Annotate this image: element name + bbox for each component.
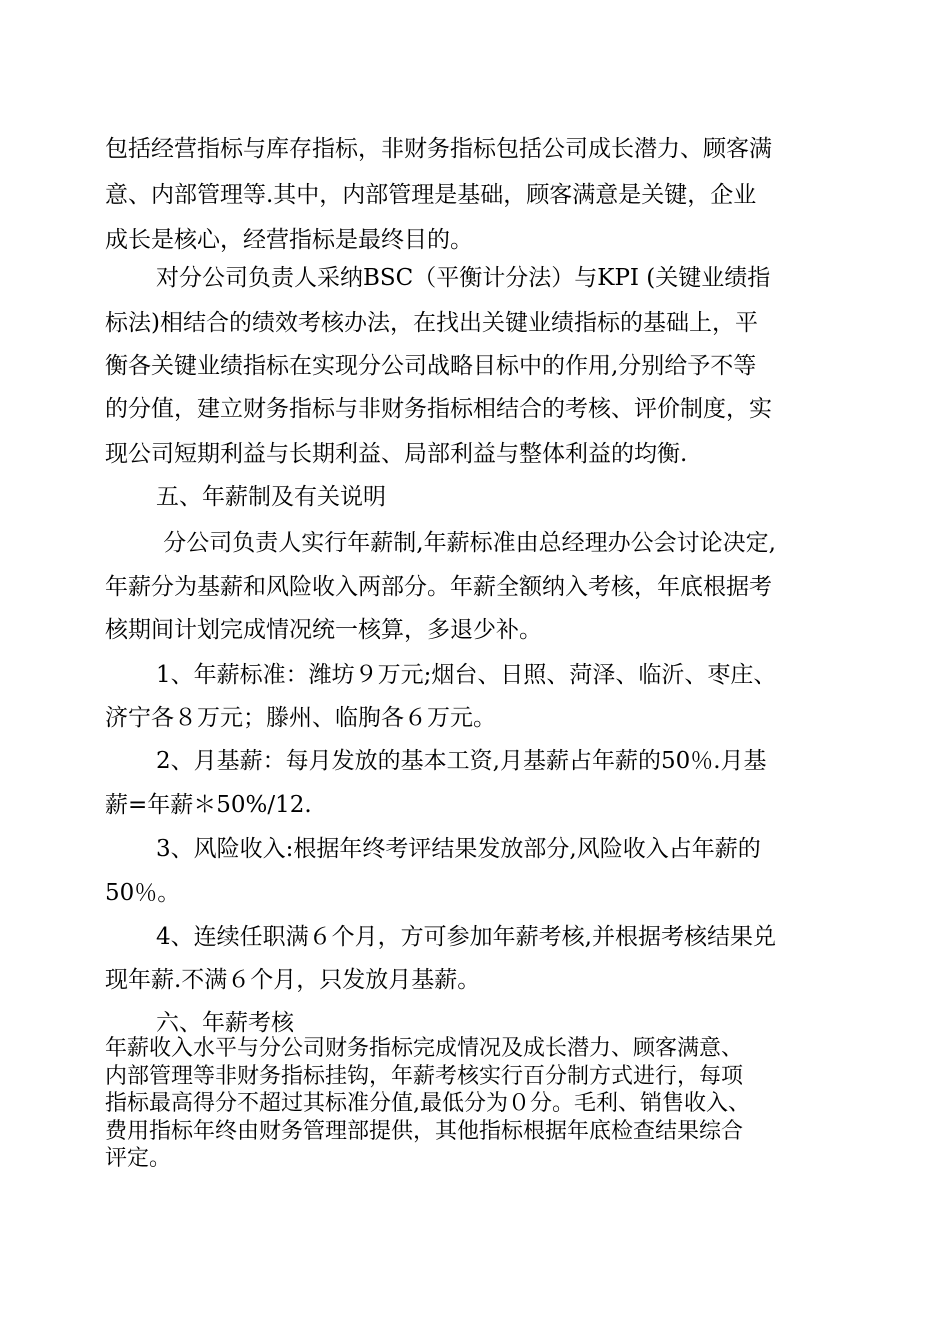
section-heading-6: 六、年薪考核 xyxy=(156,1010,294,1036)
item-4-line-2: 现年薪.不满６个月，只发放月基薪。 xyxy=(105,967,481,993)
item-2-line-2: 薪=年薪＊50%/12. xyxy=(105,792,312,818)
paragraph-2-line-5: 现公司短期利益与长期利益、局部利益与整体利益的均衡. xyxy=(105,441,688,467)
paragraph-3-line-2: 年薪分为基薪和风险收入两部分。年薪全额纳入考核，年底根据考 xyxy=(105,574,772,600)
paragraph-4-line-1: 年薪收入水平与分公司财务指标完成情况及成长潜力、顾客满意、 xyxy=(105,1036,744,1061)
paragraph-1-line-3: 成长是核心，经营指标是最终目的。 xyxy=(105,227,473,253)
paragraph-4-line-5: 评定。 xyxy=(105,1146,172,1171)
paragraph-4-line-2: 内部管理等非财务指标挂钩，年薪考核实行百分制方式进行，每项 xyxy=(105,1064,744,1089)
item-4-line-1: 4、连续任职满６个月，方可参加年薪考核,并根据考核结果兑 xyxy=(156,924,776,950)
item-2-line-1: 2、月基薪：每月发放的基本工资,月基薪占年薪的50％.月基 xyxy=(156,748,767,774)
paragraph-4-line-4: 费用指标年终由财务管理部提供，其他指标根据年底检查结果综合 xyxy=(105,1119,744,1144)
paragraph-2-line-1: 对分公司负责人采纳BSC（平衡计分法）与KPI (关键业绩指 xyxy=(156,265,771,291)
item-1-line-1: 1、年薪标准：潍坊９万元;烟台、日照、菏泽、临沂、枣庄、 xyxy=(156,662,777,688)
paragraph-3-line-1: 分公司负责人实行年薪制,年薪标准由总经理办公会讨论决定, xyxy=(156,530,776,556)
section-heading-5: 五、年薪制及有关说明 xyxy=(156,484,386,510)
paragraph-4-line-3: 指标最高得分不超过其标准分值,最低分为０分。毛利、销售收入、 xyxy=(105,1091,750,1116)
item-1-line-2: 济宁各８万元；滕州、临朐各６万元。 xyxy=(105,705,496,731)
paragraph-2-line-2: 标法)相结合的绩效考核办法，在找出关键业绩指标的基础上，平 xyxy=(105,310,758,336)
paragraph-2-line-3: 衡各关键业绩指标在实现分公司战略目标中的作用,分别给予不等 xyxy=(105,353,757,379)
paragraph-3-line-3: 核期间计划完成情况统一核算，多退少补。 xyxy=(105,617,542,643)
paragraph-1-line-1: 包括经营指标与库存指标，非财务指标包括公司成长潜力、顾客满 xyxy=(105,136,772,162)
paragraph-2-line-4: 的分值，建立财务指标与非财务指标相结合的考核、评价制度，实 xyxy=(105,396,772,422)
paragraph-1-line-2: 意、内部管理等.其中，内部管理是基础，顾客满意是关键，企业 xyxy=(105,182,757,208)
item-3-line-1: 3、风险收入:根据年终考评结果发放部分,风险收入占年薪的 xyxy=(156,836,761,862)
item-3-line-2: 50％。 xyxy=(105,880,181,906)
